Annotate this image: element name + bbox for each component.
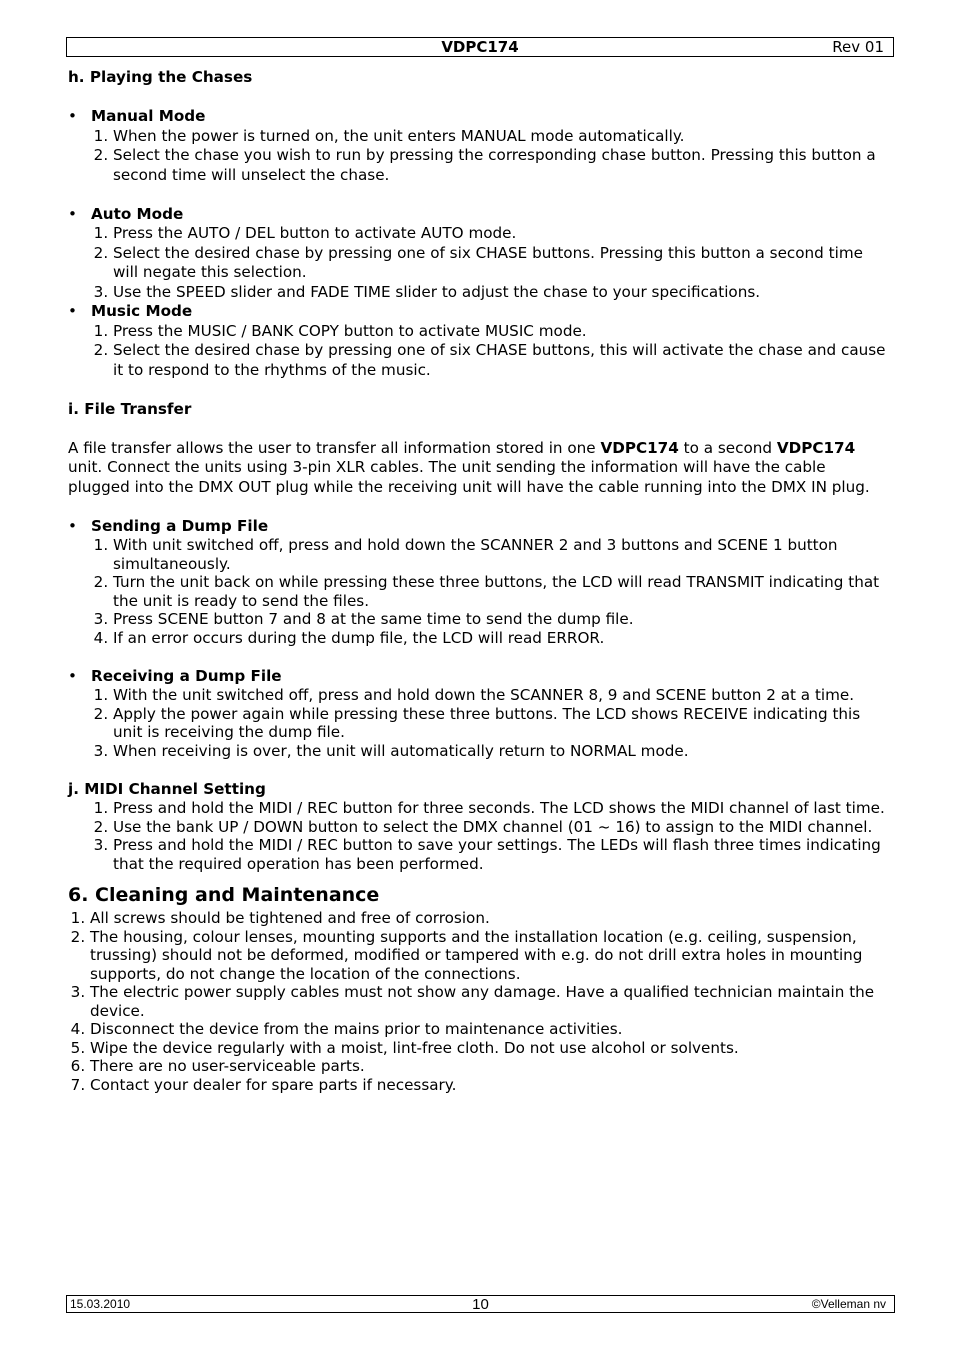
file-transfer-intro: A file transfer allows the user to transfer all information stored in one VDPC174 to a second VDPC174 unit. Connect the units using 3-pin XLR cables. The unit sending the information will have the cable plugged into the DMX OUT plug while the receiving unit will have the cable running into the DMX IN plug. — [68, 438, 870, 496]
list-item: 4. Disconnect the device from the mains prior to maintenance activities. — [90, 1020, 886, 1039]
section-i-title: i. File Transfer — [68, 399, 192, 418]
section-6-title: 6. Cleaning and Maintenance — [68, 884, 380, 906]
sending-dump-heading: • Sending a Dump File — [68, 516, 269, 535]
list-item: 5. Wipe the device regularly with a moist, lint-free cloth. Do not use alcohol or solvents. — [90, 1039, 886, 1058]
manual-mode-steps — [68, 127, 886, 186]
section-h-title: h. Playing the Chases — [68, 68, 253, 86]
list-item: 3. When receiving is over, the unit will automatically return to NORMAL mode. — [113, 742, 886, 761]
list-item: 1. Press the AUTO / DEL button to activate AUTO mode. — [113, 224, 886, 244]
midi-channel-steps — [68, 799, 886, 873]
list-item: 3. Press SCENE button 7 and 8 at the same time to send the dump file. — [113, 610, 886, 629]
bullet-icon: • — [68, 204, 77, 223]
document-code: VDPC174 — [441, 38, 519, 56]
page-content — [68, 68, 886, 1094]
list-item: 1. Press the MUSIC / BANK COPY button to activate MUSIC mode. — [113, 322, 886, 342]
list-item: 2. Select the desired chase by pressing one of six CHASE buttons. Pressing this button a second time will negate this selection. — [113, 244, 886, 283]
sending-dump-steps — [68, 536, 886, 647]
list-item: 7. Contact your dealer for spare parts if necessary. — [90, 1076, 886, 1095]
section-j-title: j. MIDI Channel Setting — [68, 779, 266, 798]
bullet-icon: • — [68, 516, 77, 535]
bullet-icon: • — [68, 666, 77, 685]
receiving-dump-heading: • Receiving a Dump File — [68, 666, 282, 685]
list-item: 3. The electric power supply cables must not show any damage. Have a qualified technician maintain the device. — [90, 983, 886, 1020]
list-item: 2. The housing, colour lenses, mounting supports and the installation location (e.g. ceiling, suspension, trussing) should not be deformed, modified or tampered with e.g. do not drill extra holes in mounting supports, do not change the location of the connections. — [90, 928, 886, 984]
list-item: 6. There are no user-serviceable parts. — [90, 1057, 886, 1076]
list-item: 1. With unit switched off, press and hold down the SCANNER 2 and 3 buttons and SCENE 1 button simultaneously. — [113, 536, 886, 573]
cleaning-steps — [68, 909, 886, 1094]
page-number: 10 — [472, 1296, 489, 1313]
list-item: 1. All screws should be tightened and free of corrosion. — [90, 909, 886, 928]
auto-mode-steps — [68, 224, 886, 302]
revision-label: Rev 01 — [832, 38, 884, 56]
list-item: 2. Turn the unit back on while pressing these three buttons, the LCD will read TRANSMIT indicating that the unit is ready to send the files. — [113, 573, 886, 610]
list-item: 1. With the unit switched off, press and hold down the SCANNER 8, 9 and SCENE button 2 at a time. — [113, 686, 886, 705]
bullet-icon: • — [68, 107, 77, 125]
list-item: 2. Apply the power again while pressing these three buttons. The LCD shows RECEIVE indicating this unit is receiving the dump file. — [113, 705, 886, 742]
list-item: 3. Press and hold the MIDI / REC button to save your settings. The LEDs will flash three times indicating that the required operation has been performed. — [113, 836, 886, 873]
footer-date: 15.03.2010 — [70, 1297, 131, 1311]
bullet-icon: • — [68, 302, 77, 320]
page-footer — [66, 1295, 895, 1313]
list-item: 2. Select the desired chase by pressing one of six CHASE buttons, this will activate the chase and cause it to respond to the rhythms of the music. — [113, 341, 886, 380]
list-item: 2. Use the bank UP / DOWN button to select the DMX channel (01 ~ 16) to assign to the MIDI channel. — [113, 818, 886, 837]
music-mode-steps — [68, 322, 886, 381]
list-item: 2. Select the chase you wish to run by pressing the corresponding chase button. Pressing this button a second time will unselect the chase. — [113, 146, 886, 185]
footer-copyright: ©Velleman nv — [811, 1297, 886, 1311]
list-item: 1. When the power is turned on, the unit enters MANUAL mode automatically. — [113, 127, 886, 147]
manual-mode-heading: • Manual Mode — [68, 107, 206, 125]
receiving-dump-steps — [68, 686, 886, 760]
auto-mode-heading: • Auto Mode — [68, 204, 184, 223]
music-mode-heading: • Music Mode — [68, 302, 193, 320]
page-header — [66, 37, 894, 57]
list-item: 4. If an error occurs during the dump file, the LCD will read ERROR. — [113, 629, 886, 648]
list-item: 1. Press and hold the MIDI / REC button for three seconds. The LCD shows the MIDI channel of last time. — [113, 799, 886, 818]
list-item: 3. Use the SPEED slider and FADE TIME slider to adjust the chase to your specifications. — [113, 283, 886, 303]
